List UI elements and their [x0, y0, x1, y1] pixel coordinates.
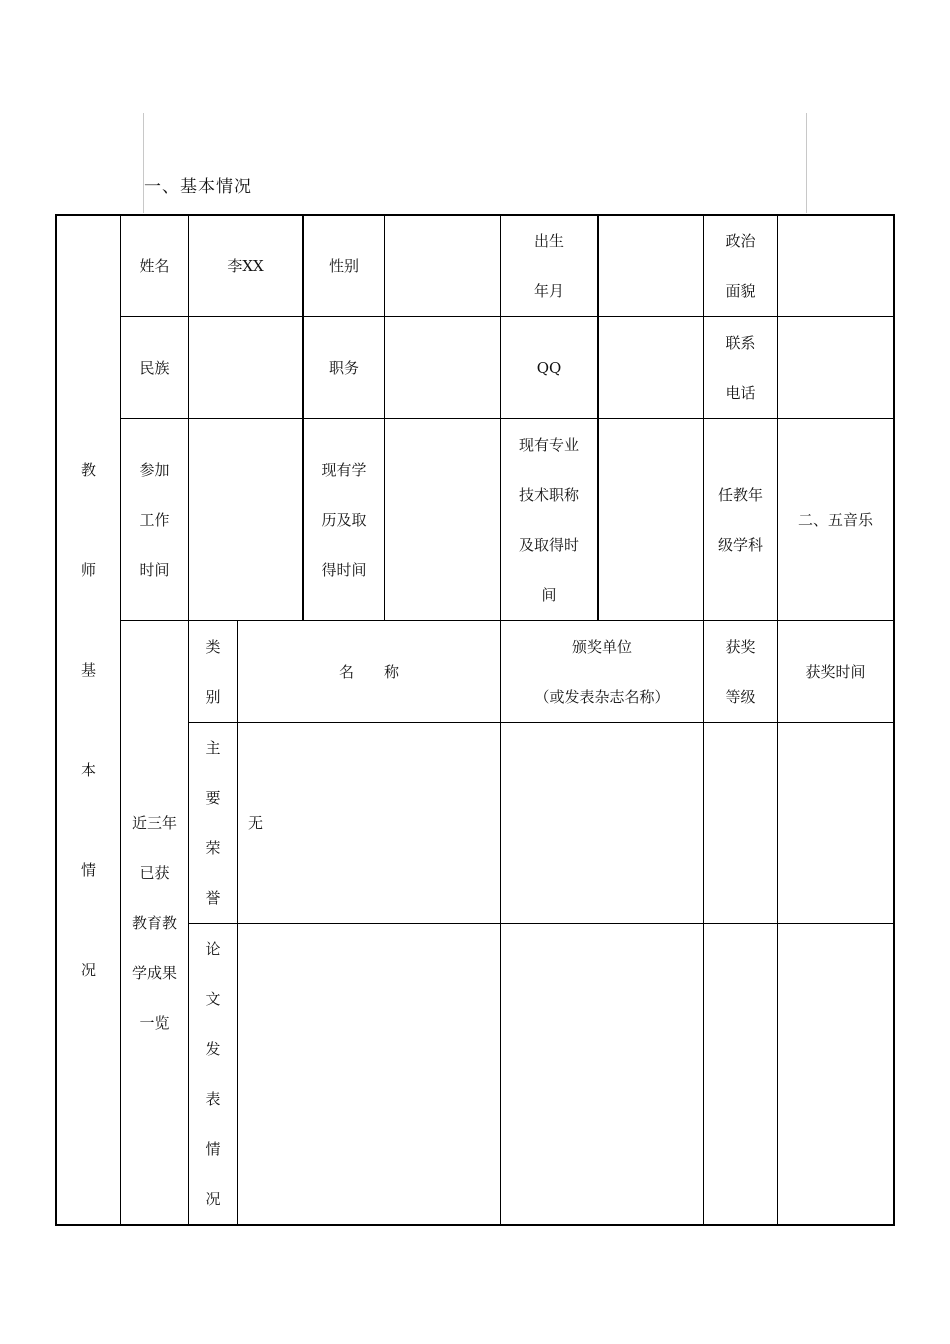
- side-label: 教 师 基 本 情 况: [80, 461, 96, 979]
- honors-name[interactable]: 无: [248, 814, 264, 832]
- politics-label: 政治 面貌: [725, 232, 756, 300]
- gender-label: 性别: [328, 257, 359, 275]
- header-name: 名 称: [338, 662, 399, 681]
- right-margin-guide: [806, 113, 807, 213]
- grade-subject-value[interactable]: 二、五音乐: [797, 510, 873, 529]
- position-value[interactable]: [385, 317, 500, 418]
- papers-time[interactable]: [778, 924, 893, 1224]
- ethnicity-value[interactable]: [189, 317, 302, 418]
- table-border-right: [893, 214, 895, 1226]
- grade-subject-label: 任教年 级学科: [717, 485, 763, 554]
- header-time: 获奖时间: [805, 662, 866, 681]
- papers-name[interactable]: [238, 924, 500, 1224]
- honors-category: 主 要 荣 誉: [205, 739, 221, 907]
- politics-value[interactable]: [778, 216, 893, 316]
- honors-level[interactable]: [704, 723, 777, 923]
- header-issuer: 颁奖单位 （或发表杂志名称）: [534, 637, 670, 706]
- title-value[interactable]: [599, 419, 703, 620]
- position-label: 职务: [328, 358, 359, 377]
- work-start-label: 参加 工作 时间: [139, 460, 170, 579]
- phone-value[interactable]: [778, 317, 893, 418]
- honors-time[interactable]: [778, 723, 893, 923]
- section-title: 一、基本情况: [144, 177, 252, 197]
- header-level: 获奖 等级: [725, 637, 756, 706]
- name-label: 姓名: [139, 257, 170, 275]
- papers-issuer[interactable]: [501, 924, 703, 1224]
- education-value[interactable]: [385, 419, 500, 620]
- table-border-bottom: [55, 1224, 895, 1226]
- gender-value[interactable]: [385, 216, 500, 316]
- qq-label: QQ: [536, 358, 562, 377]
- birth-value[interactable]: [599, 216, 703, 316]
- left-margin-guide: [143, 113, 144, 213]
- ethnicity-label: 民族: [139, 358, 170, 377]
- work-start-value[interactable]: [189, 419, 302, 620]
- phone-label: 联系 电话: [725, 333, 756, 402]
- title-label: 现有专业 技术职称 及取得时 间: [518, 435, 579, 604]
- birth-label: 出生 年月: [533, 232, 564, 300]
- papers-category: 论 文 发 表 情 况: [205, 940, 221, 1208]
- qq-value[interactable]: [599, 317, 703, 418]
- name-value[interactable]: 李XX: [227, 257, 264, 275]
- honors-issuer[interactable]: [501, 723, 703, 923]
- education-label: 现有学 历及取 得时间: [321, 460, 367, 579]
- achievements-label: 近三年 已获 教育教 学成果 一览: [131, 813, 177, 1032]
- header-category: 类 别: [205, 637, 221, 706]
- papers-level[interactable]: [704, 924, 777, 1224]
